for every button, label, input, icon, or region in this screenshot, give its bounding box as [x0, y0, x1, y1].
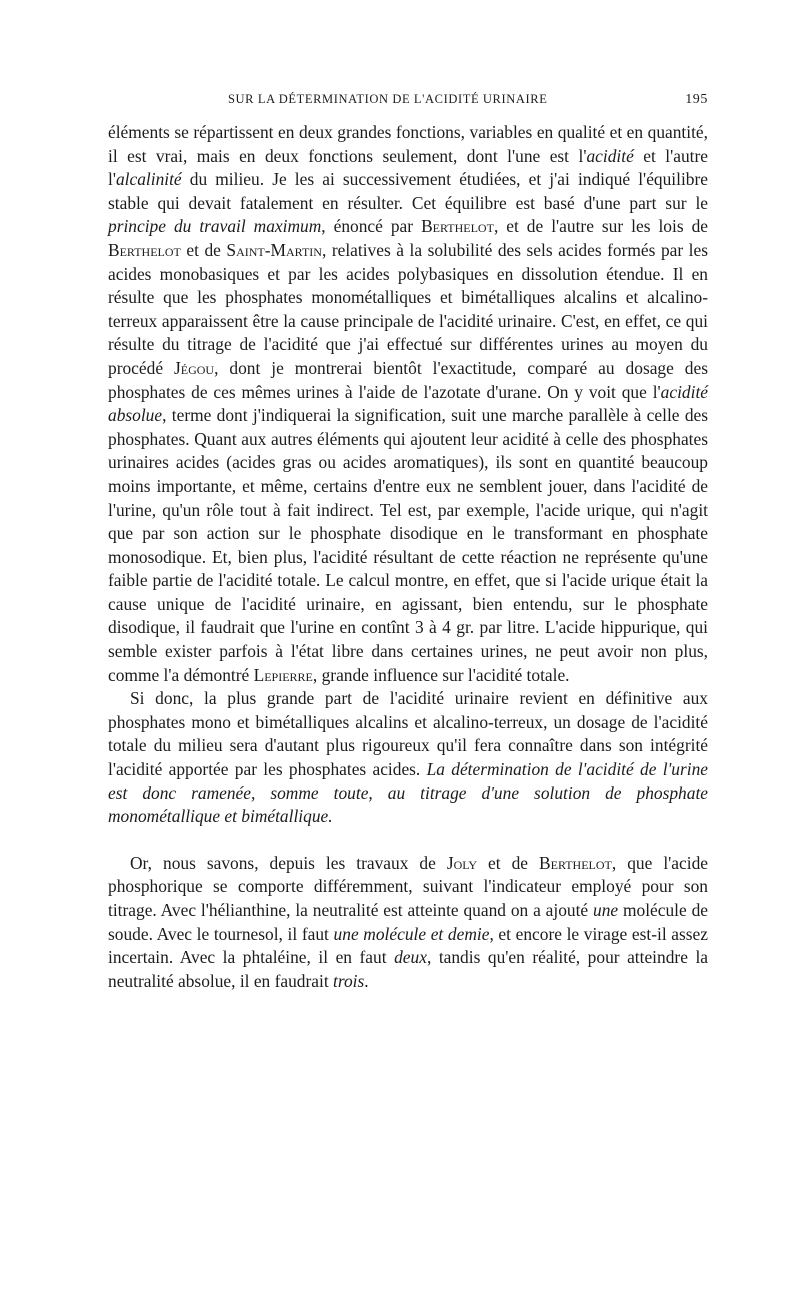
italic-text: acidité absolue [108, 381, 708, 426]
author-name: Lepierre [253, 664, 313, 685]
text-run: , relatives à la solubilité des sels acides formés par les acides monobasiques et par les acides polybasiques en dissolution étendue. Il en résulte que les phosphates monométalliques et bimétalliques alcalins et alcalino-terreux apparaissent être la cause principale de l'acidité urinaire. C'est, en effet, ce qui résulte du titrage de l'acidité que j'ai effectué sur différentes urines au moyen du procédé [108, 239, 708, 378]
author-name: Saint-Martin [226, 239, 322, 260]
running-title: SUR LA DÉTERMINATION DE L'ACIDITÉ URINAIRE [228, 92, 548, 106]
text-run: et de [477, 852, 540, 873]
italic-text: principe du travail maximum [108, 216, 322, 237]
author-name: Joly [446, 852, 478, 873]
author-name: Berthelot [108, 239, 181, 260]
italic-text: trois [333, 970, 365, 991]
text-run: molécule de soude. Avec le tournesol, il faut [108, 900, 709, 944]
author-name: Jégou [174, 357, 215, 378]
author-name: Berthelot [539, 852, 612, 873]
italic-text: une [593, 900, 619, 920]
text-run: , tandis qu'en réalité, pour atteindre la neutralité absolue, il en faudrait [108, 947, 708, 991]
italic-text: deux [394, 947, 427, 968]
italic-text: une molécule et demie [333, 923, 490, 944]
page-number: 195 [685, 92, 708, 107]
text-run: et de [180, 239, 227, 260]
text-run: , dont je montrerai bientôt l'exactitude, comparé au dosage des phosphates de ces mêmes urines à l'aide de l'azotate d'urane. On y voit que l' [108, 357, 708, 402]
text-run: . [364, 970, 369, 991]
paragraph-continuation [108, 121, 708, 687]
italic-text: La détermination de l'acidité de l'urine est donc ramenée, somme toute, au titrage d'une solution de phosphate monométallique et bimétallique. [108, 759, 708, 827]
text-run: et l'autre l' [108, 145, 709, 190]
running-header [108, 92, 708, 112]
text-run: du milieu. Je les ai successivement étudiées, et j'ai indiqué l'équilibre stable qui devait fatalement en résulter. Cet équilibre est basé d'une part sur le [108, 169, 708, 213]
paragraph-phosphates-conclusion [108, 687, 708, 829]
text-run: Si donc, la plus grande part de l'acidité urinaire revient en définitive aux phosphates mono et bimétalliques alcalins et alcalino-terreux, un dosage de l'acidité totale du milieu sera d'autant plus rigoureux qu'il fera connaître dans son intégrité l'acidité apportée par les phosphates acides. [108, 688, 708, 780]
body-text [108, 121, 708, 993]
text-run: , grande influence sur l'acidité totale. [312, 664, 570, 685]
italic-text: acidité [586, 145, 634, 166]
text-run: , et de l'autre sur les lois de [493, 216, 708, 237]
author-name: Berthelot [421, 216, 494, 237]
text-run: , énoncé par [321, 216, 422, 237]
text-run: Or, nous savons, depuis les travaux de [130, 852, 447, 873]
paragraph-indicators [108, 852, 708, 994]
text-run: éléments se répartissent en deux grandes fonctions, variables en qualité et en quantité, il est vrai, mais en deux fonctions seulement, dont l'une est l' [108, 122, 708, 166]
text-run: , terme dont j'indiquerai la signification, suit une marche parallèle à celle des phosphates. Quant aux autres éléments qui ajoutent leur acidité à celle des phosphates urinaires acides (acides gras ou acides aromatiques), ils sont en quantité beaucoup moins importante, et même, certains d'entre eux ne semblent jouer, dans l'acidité de l'urine, qu'un rôle tout à fait indirect. Tel est, par exemple, l'acide urique, qui n'agit que par son action sur le phosphate disodique en le transformant en phosphate monosodique. Et, bien plus, l'acidité résultant de cette réaction ne représente qu'une faible partie de l'acidité totale. Le calcul montre, en effet, que si l'acide urique était la cause unique de l'acidité urinaire, en agissant, bien entendu, sur le phosphate disodique, il faudrait que l'urine en contînt 3 à 4 gr. par litre. L'acide hippurique, qui semble exister parfois à l'état libre dans certaines urines, ne peut avoir non plus, comme l'a démontré [108, 405, 708, 685]
text-run: , et encore le virage est-il assez incertain. Avec la phtaléine, il en faut [108, 923, 708, 968]
italic-text: alcalinité [115, 169, 182, 190]
text-run: , que l'acide phosphorique se comporte différemment, suivant l'indicateur employé pour son titrage. Avec l'hélianthine, la neutralité est atteinte quand on a ajouté [108, 852, 708, 920]
